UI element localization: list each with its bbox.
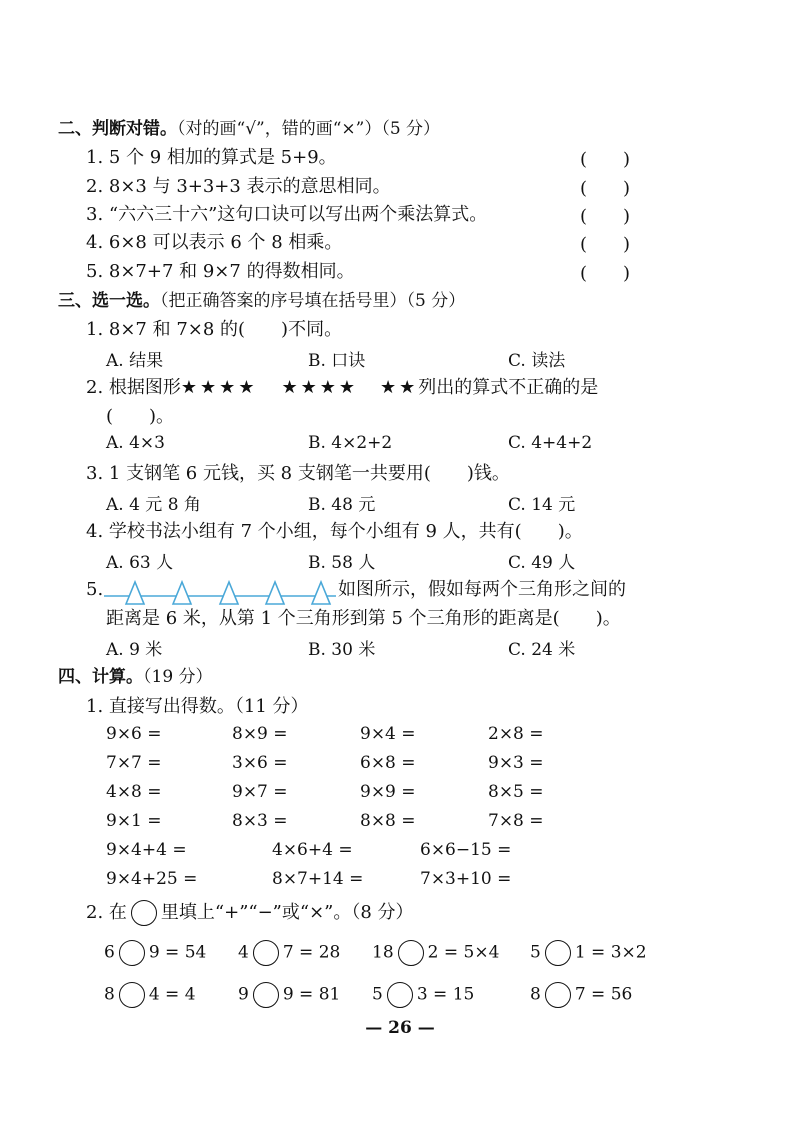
- calc-subtitle-1: 1. 直接写出得数。（11 分）: [86, 696, 309, 717]
- op-problem: [372, 982, 474, 1008]
- calc-cell[interactable]: 8×5 =: [488, 782, 544, 802]
- op-right: 7 = 56: [574, 984, 633, 1005]
- section-4-note: （19 分）: [143, 667, 213, 687]
- judge-answer-5[interactable]: ( ): [580, 263, 631, 284]
- calc-cell[interactable]: 9×3 =: [488, 753, 544, 773]
- q3-option-c[interactable]: C. 14 元: [508, 495, 576, 515]
- choice-question-4: 4. 学校书法小组有 7 个小组，每个小组有 9 人，共有( )。: [86, 521, 583, 542]
- sub2-suffix: 里填上“+”“−”或“×”。（8 分）: [160, 902, 414, 923]
- op-right: 3 = 15: [416, 984, 475, 1005]
- calc-cell[interactable]: 8×7+14 =: [272, 869, 364, 889]
- circle-icon: [131, 900, 157, 926]
- op-left: 5: [530, 942, 541, 963]
- q1-option-c[interactable]: C. 读法: [508, 351, 566, 371]
- q4-option-b[interactable]: B. 58 人: [308, 553, 376, 573]
- calc-cell[interactable]: 8×3 =: [232, 811, 288, 831]
- calc-cell[interactable]: 8×8 =: [360, 811, 416, 831]
- triangle-1-icon: [126, 582, 144, 604]
- q5-option-a[interactable]: A. 9 米: [106, 640, 163, 660]
- op-problem: [238, 982, 340, 1008]
- operator-circle[interactable]: [545, 940, 571, 966]
- triangle-4-icon: [266, 582, 284, 604]
- q5-line-2: 距离是 6 米，从第 1 个三角形到第 5 个三角形的距离是( )。: [106, 608, 621, 629]
- triangle-distance-figure: [104, 576, 338, 606]
- choice-question-3: 3. 1 支钢笔 6 元钱，买 8 支钢笔一共要用( )钱。: [86, 463, 510, 484]
- q2-suffix: 列出的算式不正确的是: [418, 377, 599, 398]
- q5-suffix: 如图所示，假如每两个三角形之间的: [338, 579, 626, 600]
- calc-cell[interactable]: 9×1 =: [106, 811, 162, 831]
- star-group-2-icon: ★★★★: [281, 377, 358, 398]
- judge-answer-1[interactable]: ( ): [580, 149, 631, 170]
- q1-option-b[interactable]: B. 口诀: [308, 351, 366, 371]
- section-4-title: 四、计算。: [58, 667, 143, 687]
- q2-prefix: 2. 根据图形: [86, 377, 181, 398]
- op-problem: [104, 940, 206, 966]
- op-right: 1 = 3×2: [574, 942, 647, 963]
- op-left: 5: [372, 984, 383, 1005]
- operator-circle[interactable]: [398, 940, 424, 966]
- q5-number: 5.: [86, 579, 104, 600]
- q2-answer-blank[interactable]: ( )。: [106, 406, 175, 427]
- op-problem: [530, 940, 647, 966]
- calc-cell[interactable]: 9×4+25 =: [106, 869, 198, 889]
- section-3-heading: [58, 288, 465, 314]
- op-right: 9 = 54: [148, 942, 207, 963]
- calc-cell[interactable]: 7×3+10 =: [420, 869, 512, 889]
- section-3-title: 三、选一选。: [58, 291, 160, 311]
- q2-option-c[interactable]: C. 4+4+2: [508, 433, 593, 453]
- section-4-heading: [58, 664, 213, 690]
- op-left: 8: [530, 984, 541, 1005]
- op-problem: [238, 940, 340, 966]
- op-problem: [104, 982, 196, 1008]
- calc-cell[interactable]: 9×7 =: [232, 782, 288, 802]
- q1-option-a[interactable]: A. 结果: [106, 351, 164, 371]
- triangle-3-icon: [220, 582, 238, 604]
- page-number: — 26 —: [365, 1018, 435, 1038]
- judge-answer-2[interactable]: ( ): [580, 178, 631, 199]
- operator-circle[interactable]: [253, 940, 279, 966]
- star-group-1-icon: ★★★★: [180, 377, 258, 398]
- operator-circle[interactable]: [253, 982, 279, 1008]
- section-2-heading: [58, 116, 440, 142]
- judge-item-1: 1. 5 个 9 相加的算式是 5+9。: [86, 147, 337, 168]
- judge-item-4: 4. 6×8 可以表示 6 个 8 相乘。: [86, 232, 343, 253]
- calc-cell[interactable]: 6×6−15 =: [420, 840, 512, 860]
- judge-item-3: 3. “六六三十六”这句口诀可以写出两个乘法算式。: [86, 204, 488, 225]
- section-3-note: （把正确答案的序号填在括号里）（5 分）: [160, 291, 466, 311]
- op-right: 2 = 5×4: [427, 942, 500, 963]
- calc-cell[interactable]: 4×6+4 =: [272, 840, 353, 860]
- calc-cell[interactable]: 3×6 =: [232, 753, 288, 773]
- q5-option-b[interactable]: B. 30 米: [308, 640, 376, 660]
- operator-circle[interactable]: [545, 982, 571, 1008]
- judge-answer-4[interactable]: ( ): [580, 234, 631, 255]
- operator-circle[interactable]: [119, 982, 145, 1008]
- calc-cell[interactable]: 9×4+4 =: [106, 840, 187, 860]
- sub2-prefix: 2. 在: [86, 902, 127, 923]
- calc-cell[interactable]: 7×8 =: [488, 811, 544, 831]
- judge-item-5: 5. 8×7+7 和 9×7 的得数相同。: [86, 261, 355, 282]
- q5-option-c[interactable]: C. 24 米: [508, 640, 576, 660]
- judge-answer-3[interactable]: ( ): [580, 206, 631, 227]
- q3-option-b[interactable]: B. 48 元: [308, 495, 376, 515]
- op-left: 8: [104, 984, 115, 1005]
- section-2-title: 二、判断对错。: [58, 119, 177, 139]
- triangle-5-icon: [312, 582, 330, 604]
- op-left: 6: [104, 942, 115, 963]
- q4-option-c[interactable]: C. 49 人: [508, 553, 576, 573]
- operator-circle[interactable]: [119, 940, 145, 966]
- operator-circle[interactable]: [387, 982, 413, 1008]
- calc-cell[interactable]: 7×7 =: [106, 753, 162, 773]
- calc-cell[interactable]: 4×8 =: [106, 782, 162, 802]
- op-left: 9: [238, 984, 249, 1005]
- op-problem: [372, 940, 499, 966]
- section-2-note: （对的画“√”，错的画“×”）（5 分）: [177, 119, 441, 139]
- op-left: 4: [238, 942, 249, 963]
- calc-cell[interactable]: 6×8 =: [360, 753, 416, 773]
- q2-option-b[interactable]: B. 4×2+2: [308, 433, 393, 453]
- calc-cell[interactable]: 9×4 =: [360, 724, 416, 744]
- op-left: 18: [372, 942, 394, 963]
- calc-cell[interactable]: 9×6 =: [106, 724, 162, 744]
- op-right: 9 = 81: [282, 984, 341, 1005]
- star-group-3-icon: ★★: [380, 377, 419, 398]
- choice-question-1: 1. 8×7 和 7×8 的( )不同。: [86, 319, 343, 340]
- calc-cell[interactable]: 8×9 =: [232, 724, 288, 744]
- calc-cell[interactable]: 9×9 =: [360, 782, 416, 802]
- calc-subtitle-2: [86, 900, 414, 926]
- op-right: 7 = 28: [282, 942, 341, 963]
- calc-cell[interactable]: 2×8 =: [488, 724, 544, 744]
- q3-option-a[interactable]: A. 4 元 8 角: [106, 495, 201, 515]
- choice-question-5: [86, 577, 103, 603]
- op-problem: [530, 982, 632, 1008]
- choice-question-2: [86, 375, 598, 401]
- q2-option-a[interactable]: A. 4×3: [106, 433, 165, 453]
- op-right: 4 = 4: [148, 984, 196, 1005]
- judge-item-2: 2. 8×3 与 3+3+3 表示的意思相同。: [86, 176, 391, 197]
- triangle-2-icon: [173, 582, 191, 604]
- q4-option-a[interactable]: A. 63 人: [106, 553, 174, 573]
